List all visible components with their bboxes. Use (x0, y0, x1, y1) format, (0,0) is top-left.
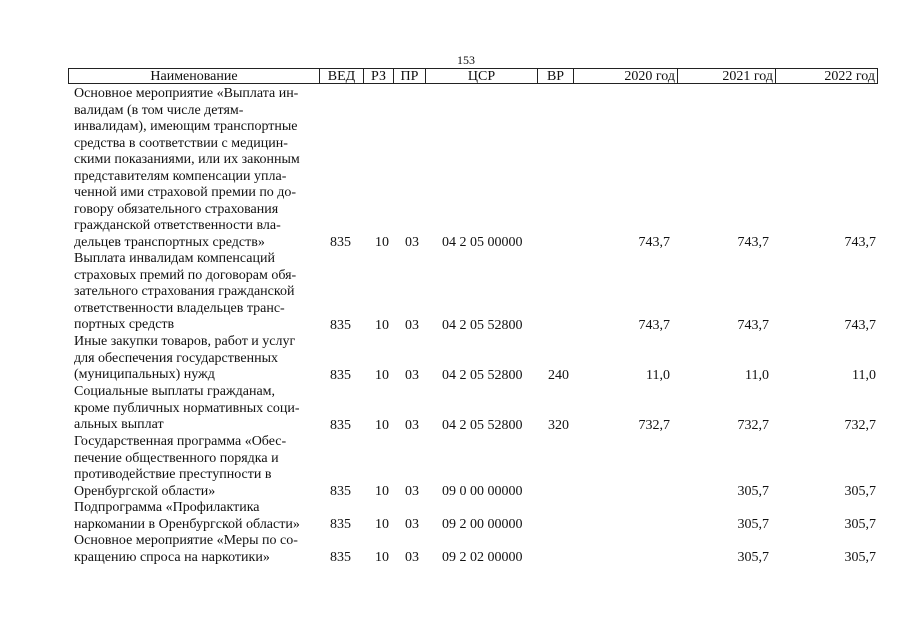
header-ved: ВЕД (319, 69, 363, 83)
row-csr: 09 2 02 00000 (442, 549, 523, 565)
row-name: Иные закупки товаров, работ и услуг для обеспечения государственных (муниципальных) нужд (74, 334, 296, 382)
row-2020: 732,7 (638, 417, 670, 433)
row-2022: 743,7 (844, 234, 876, 250)
row-rz: 10 (375, 317, 389, 333)
row-ved: 835 (330, 516, 351, 532)
row-csr: 09 2 00 00000 (442, 516, 523, 532)
header-rz: РЗ (363, 69, 393, 83)
row-name: Основное мероприятие «Меры по со- кращению спроса на наркотики» (74, 533, 298, 565)
row-vr: 240 (548, 367, 569, 383)
row-ved: 835 (330, 549, 351, 565)
row-name: Социальные выплаты гражданам, кроме публичных нормативных соци- альных выплат (74, 384, 300, 432)
row-2020: 743,7 (638, 317, 670, 333)
row-rz: 10 (375, 549, 389, 565)
row-ved: 835 (330, 317, 351, 333)
row-2022: 305,7 (844, 483, 876, 499)
row-csr: 09 0 00 00000 (442, 483, 523, 499)
row-name: Государственная программа «Обес- печение общественного порядка и противодействие преступности в Оренбургской области» (74, 434, 287, 499)
header-vr: ВР (537, 69, 573, 83)
row-2020: 743,7 (638, 234, 670, 250)
row-csr: 04 2 05 52800 (442, 367, 523, 383)
table-header (68, 68, 878, 84)
row-pr: 03 (405, 483, 419, 499)
row-pr: 03 (405, 549, 419, 565)
header-2020: 2020 год (573, 69, 677, 83)
row-2021: 305,7 (737, 549, 769, 565)
row-2021: 305,7 (737, 483, 769, 499)
row-name: Подпрограмма «Профилактика наркомании в Оренбургской области» (74, 500, 300, 532)
row-pr: 03 (405, 417, 419, 433)
row-2021: 305,7 (737, 516, 769, 532)
row-csr: 04 2 05 00000 (442, 234, 523, 250)
table-row (74, 533, 884, 566)
row-rz: 10 (375, 234, 389, 250)
table-row (74, 86, 884, 251)
table-row (74, 384, 884, 434)
row-name: Основное мероприятие «Выплата ин- валидам (в том числе детям- инвалидам), имеющим транспортные средства в соответствии с медицин- скими показаниями, или их законным представителям компенсации упла- ченной ими страховой премии по до- говору обязательного страхования гражданской ответственности вла- дельцев транспортных средств» (74, 86, 300, 250)
header-2021: 2021 год (677, 69, 775, 83)
row-rz: 10 (375, 417, 389, 433)
row-rz: 10 (375, 483, 389, 499)
row-2021: 11,0 (745, 367, 769, 383)
row-csr: 04 2 05 52800 (442, 317, 523, 333)
row-csr: 04 2 05 52800 (442, 417, 523, 433)
table-row (74, 434, 884, 500)
row-2022: 11,0 (852, 367, 876, 383)
row-ved: 835 (330, 483, 351, 499)
row-2020: 11,0 (646, 367, 670, 383)
page-number: 153 (457, 53, 475, 67)
row-2022: 305,7 (844, 516, 876, 532)
row-2021: 743,7 (737, 317, 769, 333)
header-pr: ПР (393, 69, 425, 83)
row-vr: 320 (548, 417, 569, 433)
header-2022: 2022 год (775, 69, 877, 83)
row-pr: 03 (405, 234, 419, 250)
row-pr: 03 (405, 516, 419, 532)
row-ved: 835 (330, 234, 351, 250)
table-row (74, 251, 884, 334)
row-2022: 732,7 (844, 417, 876, 433)
row-ved: 835 (330, 417, 351, 433)
row-2021: 743,7 (737, 234, 769, 250)
row-2022: 743,7 (844, 317, 876, 333)
row-rz: 10 (375, 516, 389, 532)
table-row (74, 500, 884, 533)
row-rz: 10 (375, 367, 389, 383)
header-csr: ЦСР (425, 69, 537, 83)
row-name: Выплата инвалидам компенсаций страховых премий по договорам обя- зательного страхования гражданской ответственности владельцев транс- портных средств (74, 251, 297, 332)
row-2021: 732,7 (737, 417, 769, 433)
header-name: Наименование (150, 69, 238, 84)
row-2022: 305,7 (844, 549, 876, 565)
row-pr: 03 (405, 317, 419, 333)
row-pr: 03 (405, 367, 419, 383)
row-ved: 835 (330, 367, 351, 383)
table-row (74, 334, 884, 384)
